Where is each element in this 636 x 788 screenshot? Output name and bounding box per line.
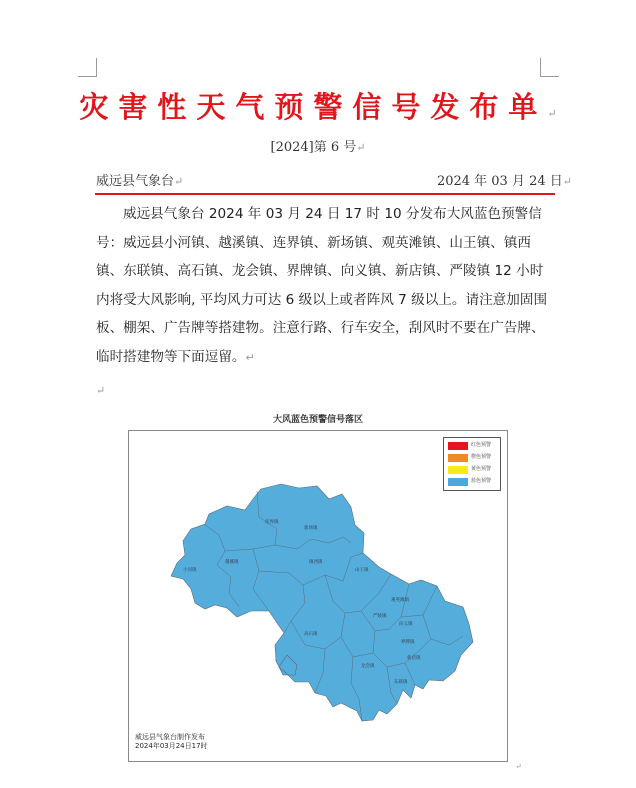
town-label: 严陵镇 — [373, 614, 387, 619]
town-label: 连界镇 — [265, 520, 279, 525]
legend-item: 红色预警 — [448, 442, 498, 450]
issue-number: [2024]第 6 号↵ — [270, 140, 366, 155]
town-label: 龙会镇 — [361, 664, 375, 669]
town-label: 新场镇 — [304, 526, 318, 531]
town-label: 东联镇 — [394, 680, 408, 685]
legend-item: 蓝色预警 — [448, 478, 498, 486]
corner-mark-top-left — [78, 58, 97, 77]
legend-swatch — [448, 478, 468, 486]
town-label: 新店镇 — [407, 656, 421, 661]
town-label: 界牌镇 — [401, 640, 415, 645]
paragraph-mark-icon: ↵ — [547, 107, 557, 120]
map-legend — [443, 437, 501, 491]
town-label: 越溪镇 — [225, 560, 239, 565]
town-label: 山王镇 — [355, 568, 369, 573]
warning-body-text: 威远县气象台 2024 年 03 月 24 日 17 时 10 分发布大风蓝色预警信号：威远县小河镇、越溪镇、连界镇、新场镇、观英滩镇、山王镇、镇西镇、东联镇、高石镇、龙会镇、界牌镇、向义镇、新店镇、严陵镇 12 小时内将受大风影响, 平均风力可达 6 级以上或者阵风 7 级以上。请注意加固围板、棚架、广告牌等搭建物。注意行路、行车安全，刮风时不要在广告牌、临时搭建物等下面逗留。↵ — [96, 206, 548, 365]
legend-swatch — [448, 466, 468, 474]
legend-swatch — [448, 454, 468, 462]
paragraph-mark-icon: ↵ — [96, 384, 106, 397]
map-credit: 威远县气象台制作发布 2024年03月24日17时 — [135, 733, 208, 750]
organization-name: 威远县气象台↵ — [96, 174, 184, 189]
issue-date: 2024 年 03 月 24 日↵ — [436, 174, 572, 189]
town-label: 小河镇 — [183, 568, 197, 573]
map-title: 大风蓝色预警信号落区 — [272, 415, 363, 425]
document-title: 灾害性天气预警信号发布单↵ — [79, 90, 557, 124]
town-label: 镇西镇 — [309, 560, 323, 565]
legend-item: 黄色预警 — [448, 466, 498, 474]
town-label: 观英滩镇 — [391, 598, 409, 603]
paragraph-mark-icon: ↵ — [515, 762, 522, 771]
town-label: 向义镇 — [399, 622, 413, 627]
corner-mark-top-right — [540, 58, 559, 77]
legend-item: 橙色预警 — [448, 454, 498, 462]
legend-swatch — [448, 442, 468, 450]
county-region — [171, 484, 473, 721]
town-label: 高石镇 — [304, 632, 318, 637]
red-divider-line — [95, 193, 555, 195]
